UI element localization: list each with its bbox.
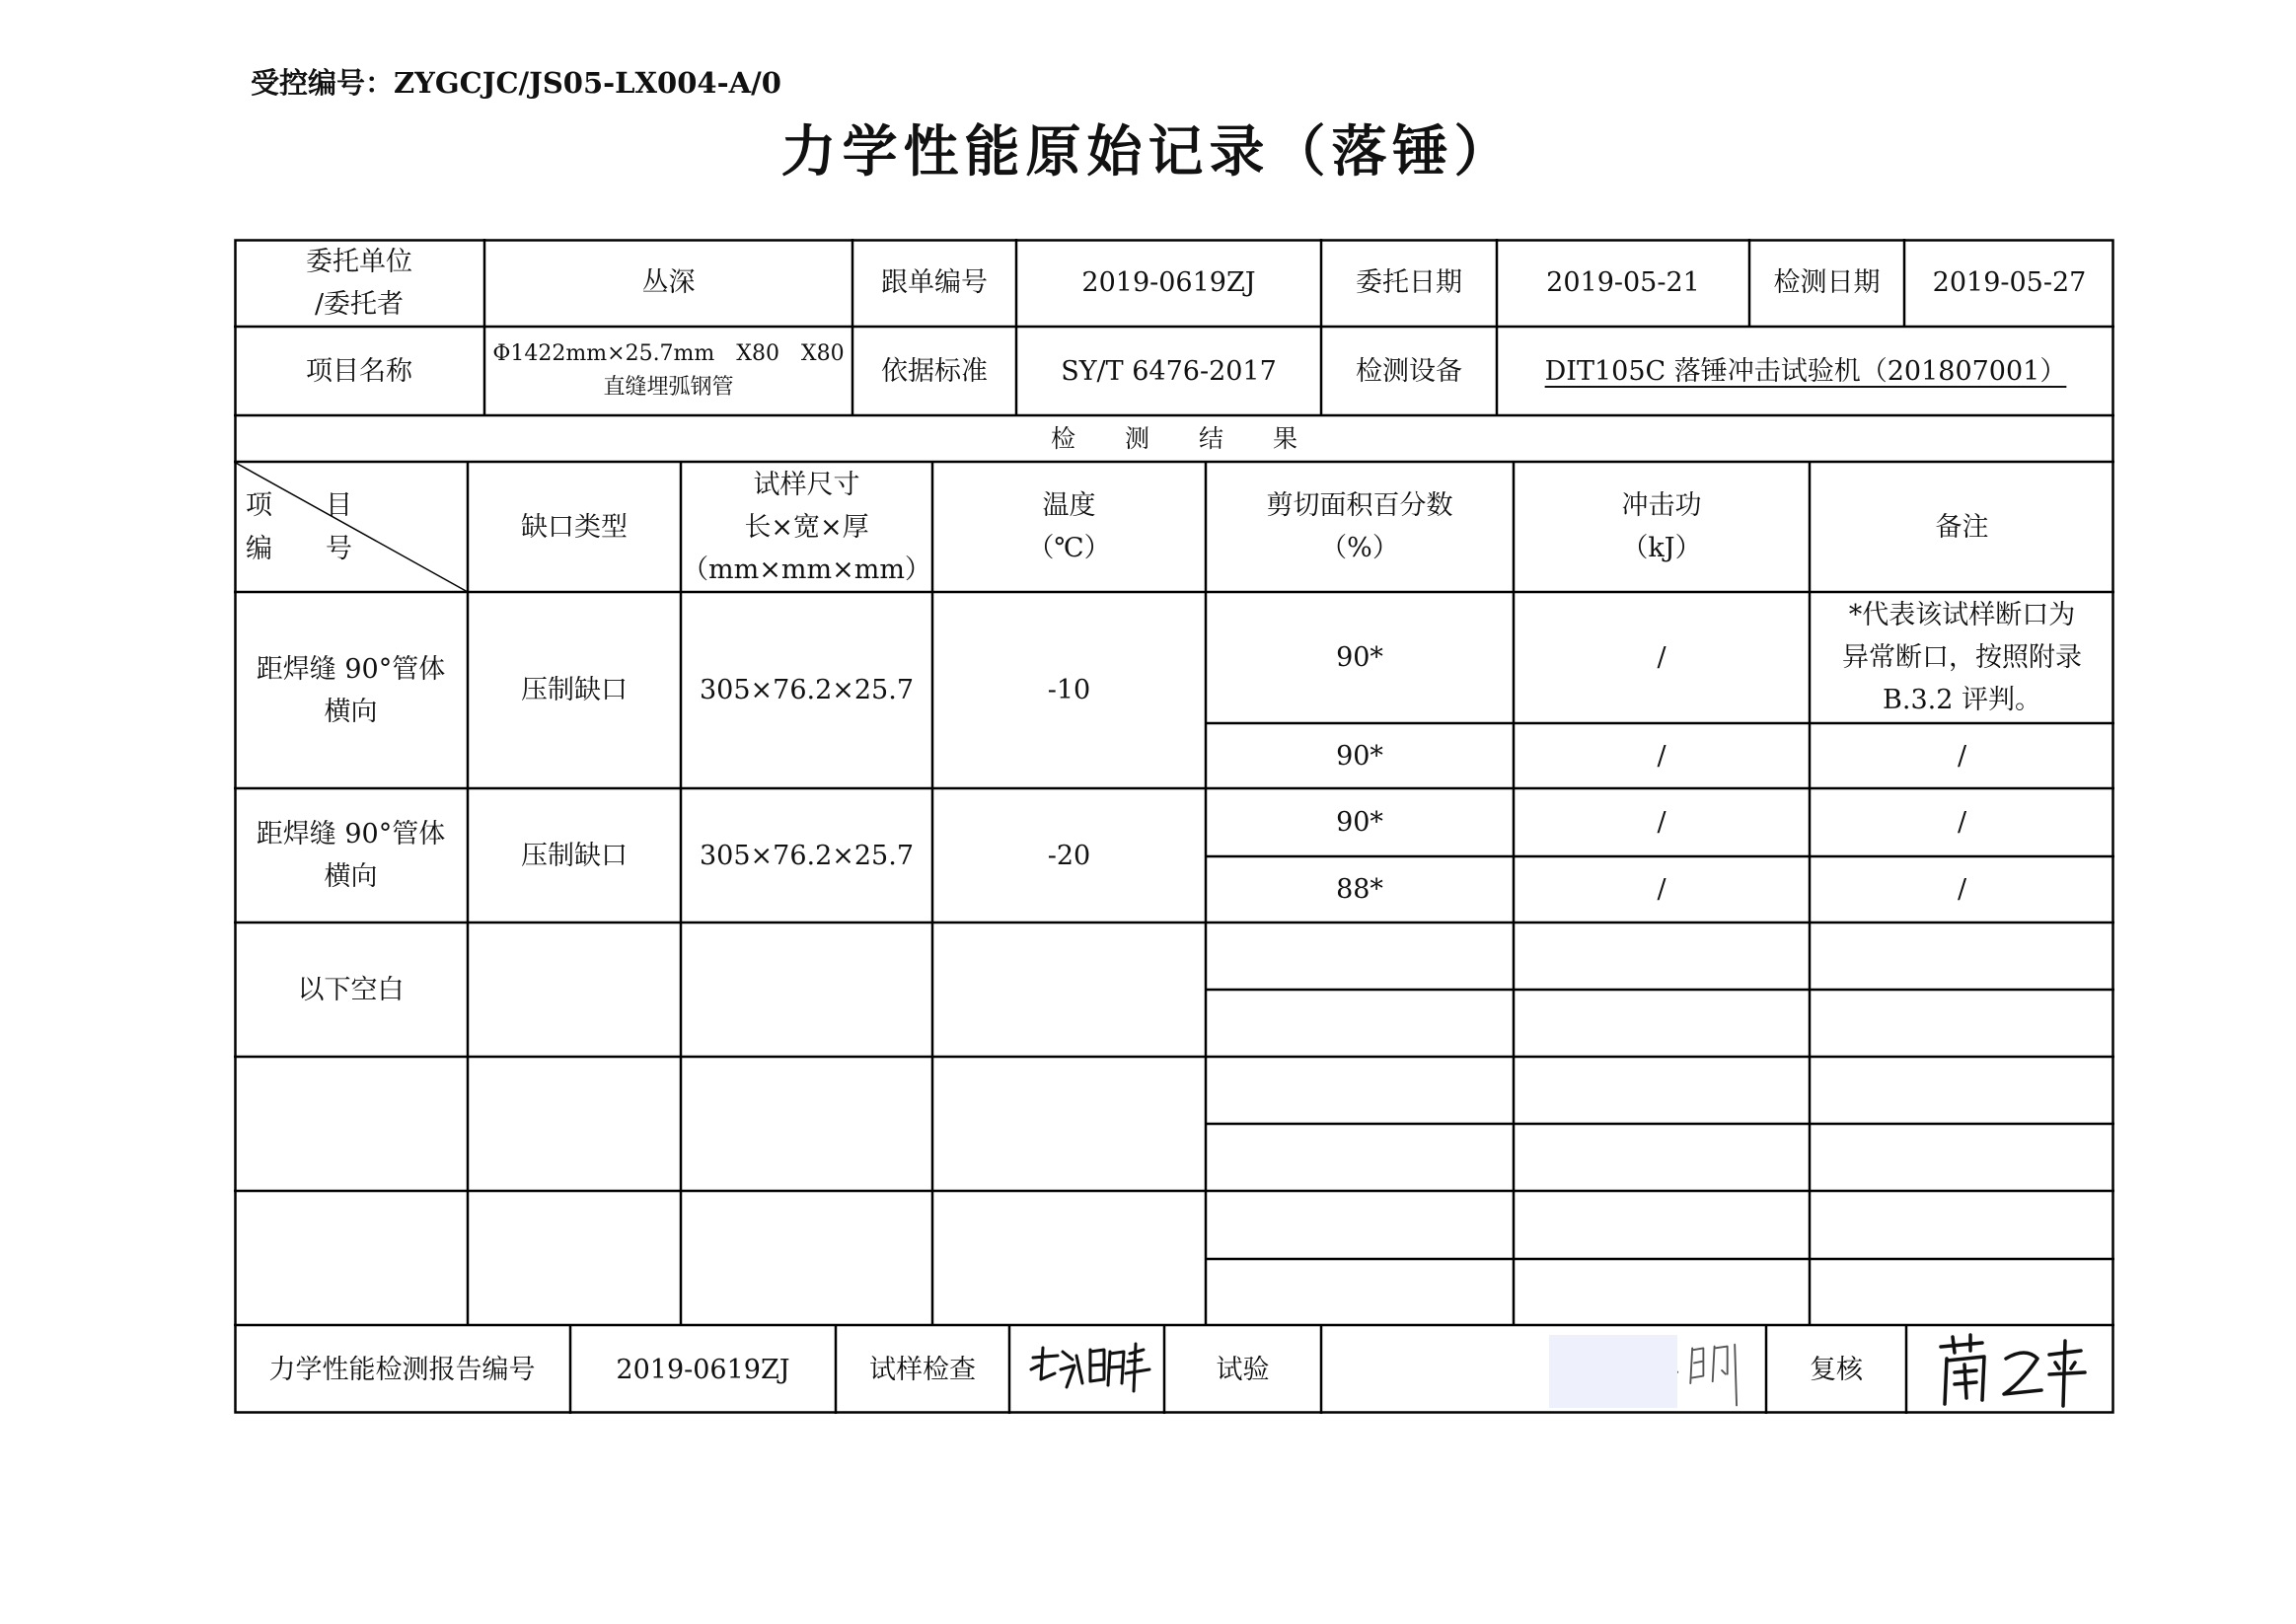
equipment-value: DIT105C 落锤冲击试验机（201807001） [1544, 355, 2067, 387]
group-2-notch: 压制缺口 [521, 840, 628, 871]
corner-label-item: 项 目 [246, 489, 352, 521]
signature-image [1927, 1329, 2095, 1410]
group-1-row-2-shear: 90* [1336, 740, 1383, 772]
results-title: 检 测 结 果 [1050, 424, 1297, 453]
col-sample-size: 试样尺寸 长×宽×厚 （mm×mm×mm） [682, 469, 931, 585]
group-2-row-1-energy: / [1657, 807, 1666, 838]
col-temperature: 温度 （℃） [1027, 490, 1111, 563]
review-label: 复核 [1810, 1354, 1863, 1385]
group-1-row-2-remark: / [1957, 740, 1967, 772]
control-number: 受控编号：ZYGCJC/JS05-LX004-A/0 [251, 66, 781, 100]
group-1-row-1-remark: *代表该试样断口为 异常断口，按照附录 B.3.2 评判。 [1842, 600, 2082, 715]
group-1-row-2-energy: / [1657, 740, 1666, 772]
test-label: 试验 [1216, 1354, 1270, 1385]
col-remark: 备注 [1935, 511, 1989, 543]
test-date-label: 检测日期 [1773, 267, 1881, 298]
col-notch-type: 缺口类型 [521, 511, 628, 543]
group-2-row-1-shear: 90* [1336, 807, 1383, 838]
blank-note: 以下空白 [297, 974, 405, 1005]
client-label: 委托单位 /委托者 [306, 246, 412, 320]
report-no-value: 2019-0619ZJ [616, 1354, 790, 1385]
group-2-row-2-remark: / [1957, 874, 1967, 905]
group-1-item: 距焊缝 90°管体 横向 [256, 653, 446, 727]
group-1-temp: -10 [1047, 675, 1091, 705]
record-table [234, 239, 2114, 1414]
group-2-item: 距焊缝 90°管体 横向 [256, 819, 446, 892]
group-2-row-1-remark: / [1957, 807, 1967, 838]
group-1-row-1-shear: 90* [1336, 642, 1383, 673]
group-2-row-2-shear: 88* [1336, 874, 1383, 905]
standard-value: SY/T 6476-2017 [1061, 355, 1277, 387]
tracking-label: 跟单编号 [881, 267, 988, 298]
group-2-size: 305×76.2×25.7 [699, 840, 914, 871]
test-date-value: 2019-05-27 [1932, 267, 2087, 298]
commission-date-label: 委托日期 [1356, 267, 1462, 298]
standard-label: 依据标准 [881, 355, 988, 387]
group-1-row-1-energy: / [1657, 642, 1666, 673]
project-label: 项目名称 [306, 355, 412, 387]
tracking-value: 2019-0619ZJ [1081, 267, 1256, 298]
commission-date-value: 2019-05-21 [1546, 267, 1700, 298]
col-shear-area: 剪切面积百分数 （%） [1266, 490, 1453, 563]
equipment-label: 检测设备 [1356, 355, 1462, 387]
group-2-row-2-energy: / [1657, 874, 1666, 905]
page-title: 力学性能原始记录（落锤） [780, 119, 1516, 185]
corner-label-number: 编 号 [246, 533, 352, 564]
review-signature [1906, 1325, 2114, 1414]
project-value: Φ1422mm×25.7mm X80 X80 直缝埋弧钢管 [492, 341, 845, 400]
sample-check-signature [1009, 1325, 1164, 1414]
group-2-temp: -20 [1047, 840, 1091, 871]
signature-image [1013, 1330, 1161, 1409]
report-no-label: 力学性能检测报告编号 [268, 1354, 536, 1385]
client-value: 丛深 [641, 267, 696, 298]
highlight-mark [1549, 1335, 1677, 1408]
group-1-notch: 压制缺口 [521, 675, 628, 705]
group-1-size: 305×76.2×25.7 [699, 675, 914, 705]
col-impact-energy: 冲击功 （kJ） [1621, 490, 1702, 563]
test-signature [1321, 1325, 1766, 1414]
sample-check-label: 试样检查 [869, 1354, 976, 1385]
